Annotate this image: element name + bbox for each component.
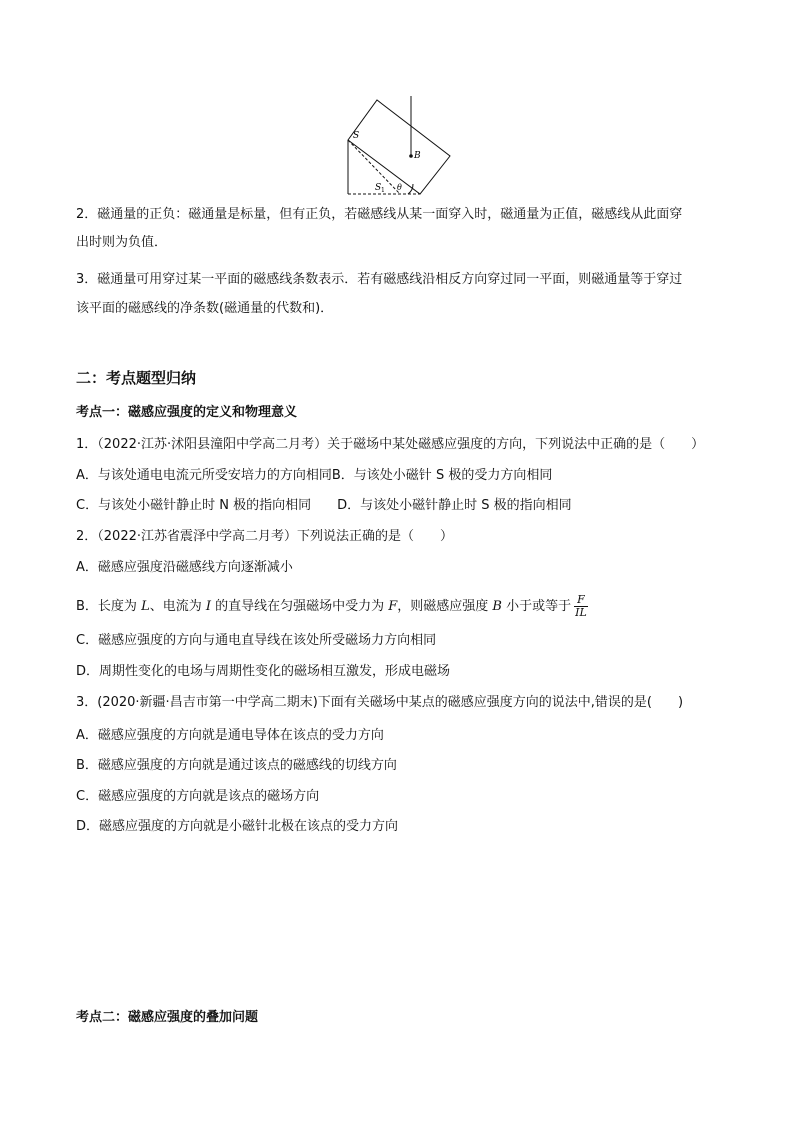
label-s1-subscript: 1 — [381, 187, 385, 194]
q3-option-d: D．磁感应强度的方向就是小磁针北极在该点的受力方向 — [76, 819, 399, 834]
note-2-line2: 出时则为负值． — [76, 235, 168, 250]
q2-b-var-l: L — [141, 599, 150, 614]
q2-option-c: C．磁感应强度的方向与通电直导线在该处所受磁场力方向相同 — [76, 633, 437, 648]
q2-b-var-b: B — [492, 599, 502, 614]
q2-b-text3: 的直导线在匀强磁场中受力为 — [210, 599, 389, 614]
note-2-line1: 2．磁通量的正负：磁通量是标量，但有正负，若磁感线从某一面穿入时，磁通量为正值，磁感线从此面穿 — [76, 207, 683, 222]
field-point-B — [409, 154, 413, 158]
q2-b-fraction — [574, 594, 588, 619]
q2-option-d: D．周期性变化的电场与周期性变化的磁场相互激发，形成电磁场 — [76, 664, 451, 679]
q2-b-text4: ，则磁感应强度 — [397, 599, 493, 614]
q2-b-text2: 、电流为 — [149, 599, 206, 614]
q2-b-var-i: I — [205, 599, 211, 614]
q3-option-b: B．磁感应强度的方向就是通过该点的磁感线的切线方向 — [76, 758, 397, 773]
flux-plane-diagram — [340, 96, 460, 196]
q2-b-text1: B．长度为 — [76, 599, 142, 614]
label-b: B — [414, 151, 421, 161]
topic-1-heading: 考点一：磁感应强度的定义和物理意义 — [76, 405, 298, 420]
q3-option-a: A．磁感应强度的方向就是通电导体在该点的受力方向 — [76, 728, 384, 743]
q1-options-cd: C．与该处小磁针静止时 N 极的指向相同 D．与该处小磁针静止时 S 极的指向相同 — [76, 498, 572, 513]
q2-option-b — [76, 594, 588, 619]
q3-option-c: C．磁感应强度的方向就是该点的磁场方向 — [76, 789, 320, 804]
section-title: 二：考点题型归纳 — [76, 369, 197, 387]
q2-b-var-f: F — [388, 599, 398, 614]
hidden-edge — [348, 140, 400, 194]
q3-stem: 3．(2020·新疆·昌吉市第一中学高二期末)下面有关磁场中某点的磁感应强度方向的说法中,错误的是( ) — [76, 695, 684, 710]
label-theta: θ — [397, 183, 402, 192]
label-s1: S — [375, 183, 382, 193]
q2-stem: 2．（2022·江苏省震泽中学高二月考）下列说法正确的是（ ） — [76, 529, 453, 544]
q1-stem: 1．（2022·江苏·沭阳县潼阳中学高二月考）关于磁场中某处磁感应强度的方向，下列说法中正确的是（ ） — [76, 437, 705, 452]
fraction-denominator: IL — [575, 606, 587, 619]
note-3-line1: 3．磁通量可用穿过某一平面的磁感线条数表示．若有磁感线沿相反方向穿过同一平面，则磁通量等于穿过 — [76, 272, 683, 287]
q1-options-ab: A．与该处通电电流元所受安培力的方向相同B．与该处小磁针 S 极的受力方向相同 — [76, 468, 553, 483]
label-s: S — [353, 131, 360, 141]
fraction-numerator: F — [574, 594, 588, 607]
note-3-line2: 该平面的磁感线的净条数(磁通量的代数和)． — [76, 301, 334, 316]
q2-b-text5: 小于或等于 — [501, 599, 572, 614]
tilted-plane — [348, 100, 450, 194]
topic-2-heading: 考点二：磁感应强度的叠加问题 — [76, 1010, 259, 1025]
q2-option-a: A．磁感应强度沿磁感线方向逐渐减小 — [76, 560, 293, 575]
